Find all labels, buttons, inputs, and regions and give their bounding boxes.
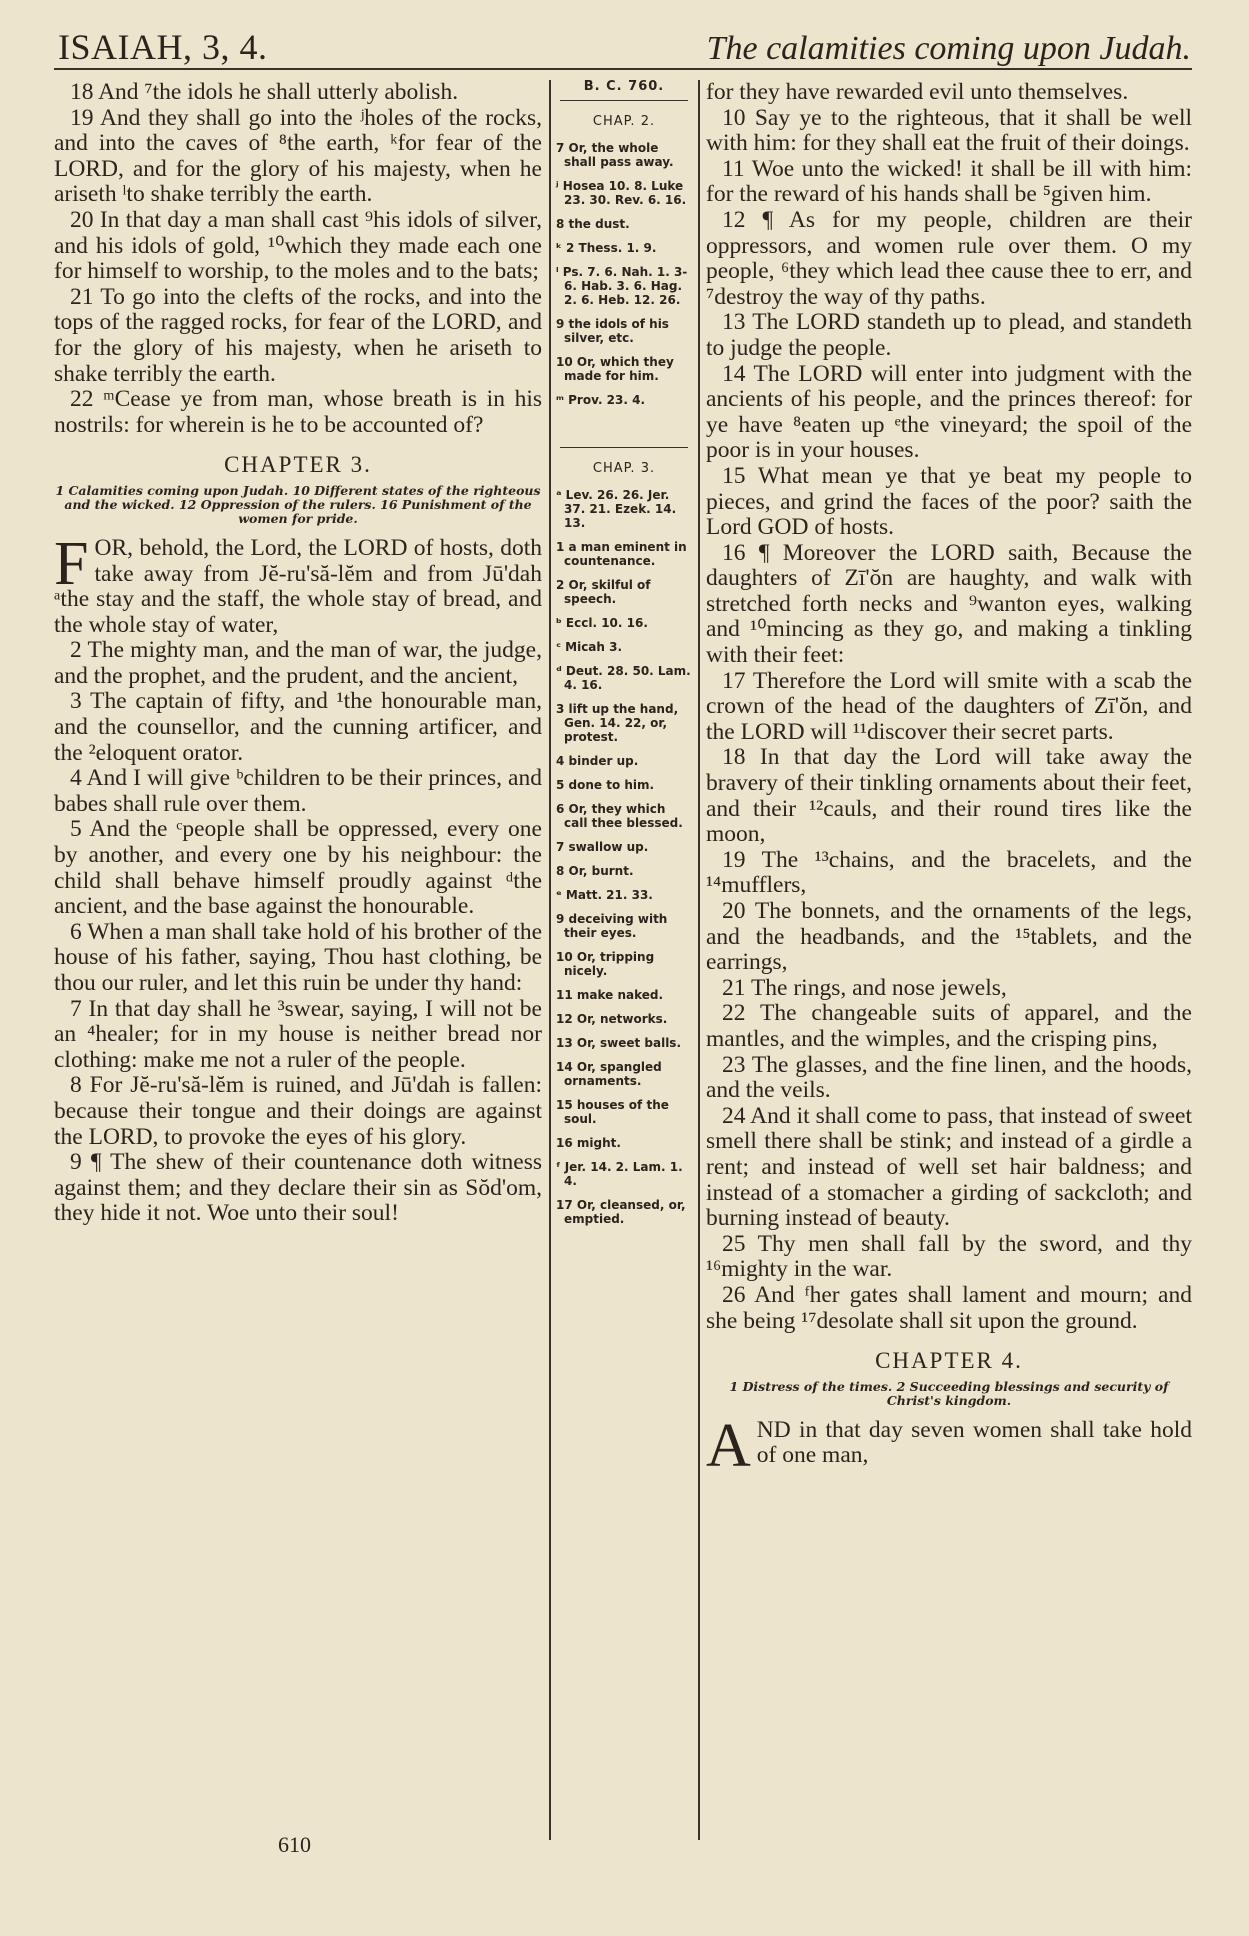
verse: 17 Therefore the Lord will smite with a scab the crown of the head of the daughters of Zī'ŏn, and the LORD will ¹¹discover their secret parts.	[706, 667, 1192, 745]
reference-note: ᵈ Deut. 28. 50. Lam. 4. 16.	[556, 664, 691, 692]
reference-note: 14 Or, spangled ornaments.	[556, 1060, 662, 1088]
reference-note: ᵉ Matt. 21. 33.	[556, 888, 653, 902]
chapter-summary: 1 Calamities coming upon Judah. 10 Different states of the righteous and the wicked. 12 Oppression of the rulers. 16 Punishment of the women for pride.	[55, 482, 541, 526]
chapter-label: CHAP. 3.	[592, 461, 656, 476]
reference-note: 12 Or, networks.	[556, 1012, 668, 1026]
verse: 22 ᵐCease ye from man, whose breath is in his nostrils: for wherein is he to be accounted of?	[54, 386, 542, 438]
verse: 4 And I will give ᵇchildren to be their princes, and babes shall rule over them.	[54, 765, 542, 817]
right-column	[706, 79, 1192, 1480]
reference-note: 8 Or, burnt.	[556, 864, 634, 878]
verse: 16 ¶ Moreover the LORD saith, Because the daughters of Zī'ŏn are haughty, and walk with stretched forth necks and ⁹wanton eyes, walking and ¹⁰mincing as they go, and making a tinkling with their feet:	[706, 539, 1192, 669]
reference-note: 11 make naked.	[556, 988, 664, 1002]
verse: 7 In that day shall he ³swear, saying, I will not be an ⁴healer; for in my house is neither bread nor clothing: make me not a ruler of the people.	[54, 995, 542, 1073]
reference-note: 5 done to him.	[556, 778, 655, 792]
verse: 12 ¶ As for my people, children are their oppressors, and women rule over them. O my people, ⁶they which lead thee cause thee to err, and ⁷destroy the way of thy paths.	[706, 206, 1192, 310]
column-divider	[549, 80, 551, 1840]
reference-note: 9 deceiving with their eyes.	[556, 912, 668, 940]
date-marker: B. C. 760.	[583, 79, 665, 94]
reference-note: 15 houses of the soul.	[556, 1098, 669, 1126]
reference-note: ᵇ Eccl. 10. 16.	[556, 616, 648, 630]
reference-note: ᵐ Prov. 23. 4.	[556, 393, 646, 407]
left-column	[54, 80, 542, 1227]
reference-note: 17 Or, cleansed, or, emptied.	[556, 1198, 686, 1226]
chapter-heading: CHAPTER 4.	[875, 1348, 1023, 1374]
reference-note: 2 Or, skilful of speech.	[556, 578, 651, 606]
verse: 20 In that day a man shall cast ⁹his idols of silver, and his idols of gold, ¹⁰which they made each one for himself to worship, to the moles and to the bats;	[54, 206, 542, 285]
drop-cap: F	[54, 529, 89, 598]
verse: 14 The LORD will enter into judgment with the ancients of his people, and the princes thereof: for ye have ⁸eaten up ᵉthe vineyard; the spoil of the poor is in your houses.	[706, 360, 1192, 464]
running-head-title: The calamities coming upon Judah.	[706, 30, 1191, 67]
reference-note: ᵃ Lev. 26. 26. Jer. 37. 21. Ezek. 14. 13.	[556, 488, 677, 530]
verse: 23 The glasses, and the fine linen, and the hoods, and the veils.	[706, 1051, 1192, 1104]
verse: 21 To go into the clefts of the rocks, and into the tops of the ragged rocks, for fear of the LORD, and for the glory of his majesty, when he ariseth to shake terribly the earth.	[54, 283, 542, 387]
verse: 9 ¶ The shew of their countenance doth witness against them; and they declare their sin as Sŏd'om, they hide it not. Woe unto their soul!	[54, 1149, 542, 1227]
chapter-heading: CHAPTER 3.	[224, 452, 372, 478]
reference-note: 1 a man eminent in countenance.	[556, 540, 687, 568]
verse: 26 And ᶠher gates shall lament and mourn; and she being ¹⁷desolate shall sit upon the ground.	[706, 1281, 1192, 1334]
verse: 21 The rings, and nose jewels,	[722, 974, 1007, 1001]
verse-continuation: for they have rewarded evil unto themselves.	[706, 79, 1129, 105]
verse: 5 And the ᶜpeople shall be oppressed, every one by another, and every one by his neighbour: the child shall behave himself proudly against ᵈthe ancient, and the base against the honourable.	[54, 816, 542, 920]
reference-note: 16 might.	[556, 1136, 621, 1150]
reference-note: 7 Or, the whole shall pass away.	[556, 141, 674, 169]
reference-note: 6 Or, they which call thee blessed.	[556, 802, 683, 830]
header-rule	[54, 68, 1192, 70]
divider	[560, 447, 688, 448]
verse: 2 The mighty man, and the man of war, the judge, and the prophet, and the prudent, and the ancient,	[54, 637, 542, 689]
chapter-summary: 1 Distress of the times. 2 Succeeding blessings and security of Christ's kingdom.	[729, 1378, 1169, 1408]
reference-note: 7 swallow up.	[556, 840, 649, 854]
divider	[560, 100, 688, 101]
reference-note: ˡ Ps. 7. 6. Nah. 1. 3-6. Hab. 3. 6. Hag. 2. 6. Heb. 12. 26.	[556, 265, 688, 307]
verse: 19 And they shall go into the ʲholes of the rocks, and into the caves of ⁸the earth, ᵏfor fear of the LORD, and for the glory of his majesty, when he ariseth ˡto shake terribly the earth.	[54, 104, 542, 208]
verse: 6 When a man shall take hold of his brother of the house of his father, saying, Thou hast clothing, be thou our ruler, and let this ruin be under thy hand:	[54, 918, 542, 996]
chapter-label: CHAP. 2.	[592, 114, 656, 129]
reference-note: 8 the dust.	[556, 217, 630, 231]
reference-note: 10 Or, which they made for him.	[556, 355, 674, 383]
drop-cap: A	[706, 1411, 751, 1480]
reference-note: ᶜ Micah 3.	[556, 640, 623, 654]
reference-note: 9 the idols of his silver, etc.	[556, 317, 669, 345]
reference-note: 3 lift up the hand, Gen. 14. 22, or, protest.	[556, 702, 679, 744]
reference-note: 10 Or, tripping nicely.	[556, 950, 655, 978]
verse: 20 The bonnets, and the ornaments of the legs, and the headbands, and the ¹⁵tablets, and the earrings,	[706, 898, 1192, 976]
verse: 18 And ⁷the idols he shall utterly abolish.	[70, 79, 459, 105]
verse: 19 The ¹³chains, and the bracelets, and the ¹⁴mufflers,	[706, 846, 1192, 899]
verse: 24 And it shall come to pass, that instead of sweet smell there shall be stink; and instead of a girdle a rent; and instead of well set hair baldness; and instead of a stomacher a girding of sackcloth; and burning instead of beauty.	[706, 1102, 1192, 1232]
reference-note: ʲ Hosea 10. 8. Luke 23. 30. Rev. 6. 16.	[556, 179, 687, 207]
column-divider	[698, 80, 700, 1840]
verse: 15 What mean ye that ye beat my people to pieces, and grind the faces of the poor? saith the Lord GOD of hosts.	[706, 462, 1192, 541]
verse: 10 Say ye to the righteous, that it shall be well with him: for they shall eat the fruit of their doings.	[706, 104, 1192, 157]
verse: 25 Thy men shall fall by the sword, and thy ¹⁶mighty in the war.	[706, 1230, 1192, 1283]
verse: 3 The captain of fifty, and ¹the honourable man, and the counsellor, and the cunning artificer, and the ²eloquent orator.	[54, 688, 542, 766]
reference-column	[556, 80, 692, 1236]
verse: 11 Woe unto the wicked! it shall be ill with him: for the reward of his hands shall be ⁵given him.	[706, 155, 1192, 208]
verse: FOR, behold, the Lord, the LORD of hosts, doth take away from Jĕ-ru'să-lĕm and from Jū'dah ᵃthe stay and the staff, the whole stay of bread, and the whole stay of water,	[54, 529, 542, 638]
page-number: 610	[278, 1832, 311, 1857]
reference-note: ᵏ 2 Thess. 1. 9.	[556, 241, 657, 255]
reference-note: ᶠ Jer. 14. 2. Lam. 1. 4.	[556, 1160, 683, 1188]
verse: 13 The LORD standeth up to plead, and standeth to judge the people.	[706, 309, 1192, 361]
reference-note: 4 binder up.	[556, 754, 639, 768]
verse: AND in that day seven women shall take hold of one man,	[706, 1411, 1192, 1480]
reference-note: 13 Or, sweet balls.	[556, 1036, 682, 1050]
verse: 18 In that day the Lord will take away the bravery of their tinkling ornaments about their feet, and their ¹²cauls, and their round tires like the moon,	[706, 744, 1192, 848]
verse: 8 For Jĕ-ru'să-lĕm is ruined, and Jū'dah is fallen: because their tongue and their doings are against the LORD, to provoke the eyes of his glory.	[54, 1072, 542, 1150]
running-head-book: ISAIAH, 3, 4.	[58, 27, 268, 67]
verse: 22 The changeable suits of apparel, and the mantles, and the wimples, and the crisping pins,	[706, 1000, 1192, 1052]
